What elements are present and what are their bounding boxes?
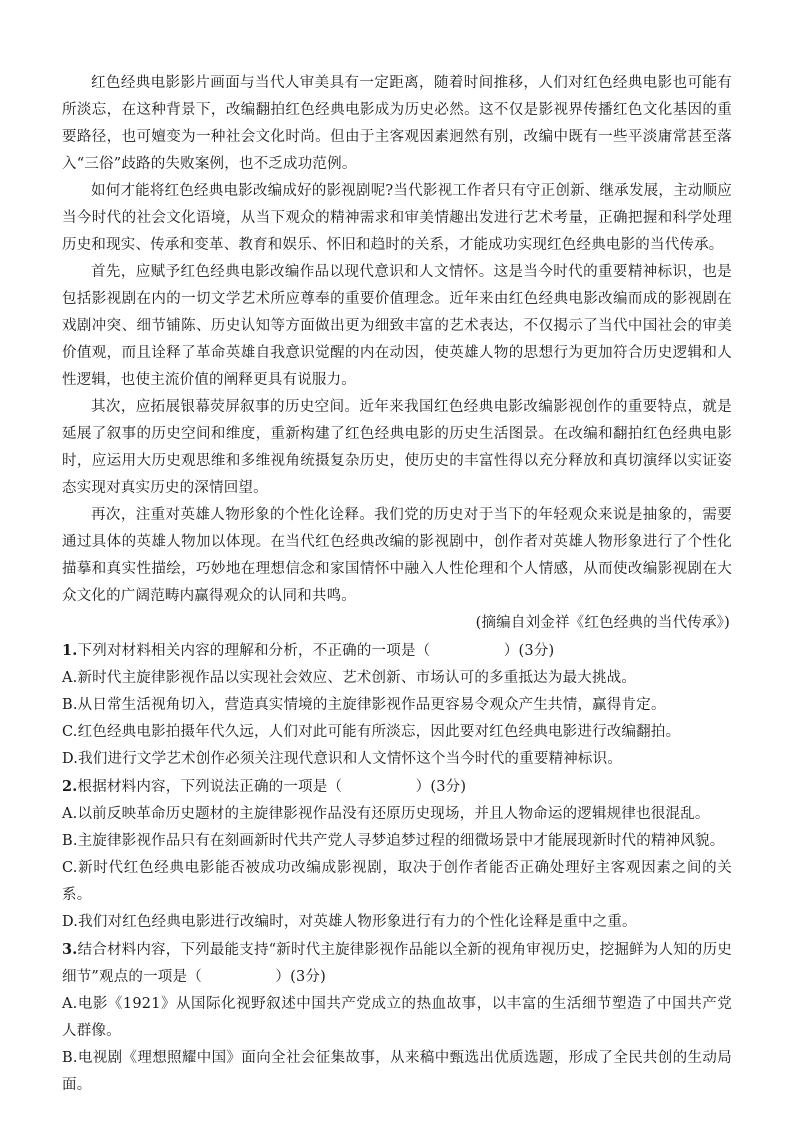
passage-paragraph-1: 红色经典电影影片画面与当代人审美具有一定距离，随着时间推移，人们对红色经典电影也可能有所淡忘，在这种背景下，改编翻拍红色经典电影成为历史必然。这不仅是影视界传播红色文化基因的重要路径，也可嬗变为一种社会文化时尚。但由于主客观因素迥然有别，改编中既有一些平淡庸常甚至落入“三俗”歧路的失败案例，也不乏成功范例。 xyxy=(62,75,732,172)
question-3-stem xyxy=(62,936,732,991)
question-1-option-d: D.我们进行文学艺术创作必须关注现代意识和人文情怀这个当今时代的重要精神标识。 xyxy=(62,751,623,767)
passage-paragraph-5: 再次，注重对英雄人物形象的个性化诠释。我们党的历史对于当下的年轻观众来说是抽象的，需要通过具体的英雄人物加以体现。在当代红色经典改编的影视剧中，创作者对英雄人物形象进行了个性化描摹和真实性描绘，巧妙地在理想信念和家国情怀中融入人性伦理和个人情感，从而使改编影视剧在大众文化的广阔范畴内赢得观众的认同和共鸣。 xyxy=(62,507,732,604)
question-2-option-a: A.以前反映革命历史题材的主旋律影视作品没有还原历史现场，并且人物命运的逻辑规律也很混乱。 xyxy=(62,806,710,822)
question-number: 1. xyxy=(62,642,78,659)
question-text: 根据材料内容，下列说法正确的一项是（ ）(3分) xyxy=(77,779,467,795)
question-1-stem xyxy=(62,637,732,665)
question-1-option-a: A.新时代主旋律影视作品以实现社会效应、艺术创新、市场认可的多重抵达为最大挑战。 xyxy=(62,670,637,686)
passage-paragraph-2: 如何才能将红色经典电影改编成好的影视剧呢?当代影视工作者只有守正创新、继承发展，主动顺应当今时代的社会文化语境，从当下观众的精神需求和审美情趣出发进行艺术考量，正确把握和科学处理历史和现实、传承和变革、教育和娱乐、怀旧和趋时的关系，才能成功实现红色经典电影的当代传承。 xyxy=(62,183,732,253)
question-3-option-a: A.电影《1921》从国际化视野叙述中国共产党成立的热血故事，以丰富的生活细节塑造了中国共产党人群像。 xyxy=(62,996,732,1039)
question-text: 下列对材料相关内容的理解和分析，不正确的一项是（ ）(3分) xyxy=(77,643,555,659)
page-content xyxy=(62,70,732,1099)
question-number: 3. xyxy=(62,941,78,958)
question-3-option-b: B.电视剧《理想照耀中国》面向全社会征集故事，从来稿中甄选出优质选题，形成了全民共创的生动局面。 xyxy=(62,1050,732,1093)
question-2-option-d: D.我们对红色经典电影进行改编时，对英雄人物形象进行有力的个性化诠释是重中之重。 xyxy=(62,914,637,930)
question-2-option-b: B.主旋律影视作品只有在刻画新时代共产党人寻梦追梦过程的细微场景中才能展现新时代的精神风貌。 xyxy=(62,833,725,849)
question-2-option-c: C.新时代红色经典电影能否被成功改编成影视剧，取决于创作者能否正确处理好主客观因素之间的关系。 xyxy=(62,860,732,903)
passage-paragraph-4: 其次，应拓展银幕荧屏叙事的历史空间。近年来我国红色经典电影改编影视创作的重要特点，就是延展了叙事的历史空间和维度，重新构建了红色经典电影的历史生活图景。在改编和翻拍红色经典电影时，应运用大历史观思维和多维视角统摄复杂历史，使历史的丰富性得以充分释放和真切演绎以实证姿态实现对真实历史的深情回望。 xyxy=(62,399,732,496)
question-2-stem xyxy=(62,773,732,801)
question-2 xyxy=(62,773,732,936)
question-3 xyxy=(62,936,732,1099)
question-text: 结合材料内容，下列最能支持“新时代主旋律影视作品能以全新的视角审视历史，挖掘鲜为人知的历史细节”观点的一项是（ ）(3分) xyxy=(62,942,732,985)
passage-paragraph-3: 首先，应赋予红色经典电影改编作品以现代意识和人文情怀。这是当今时代的重要精神标识，也是包括影视剧在内的一切文学艺术所应尊奉的重要价值理念。近年来由红色经典电影改编而成的影视剧在戏剧冲突、细节铺陈、历史认知等方面做出更为细致丰富的艺术表达，不仅揭示了当代中国社会的审美价值观，而且诠释了革命英雄自我意识觉醒的内在动因，使英雄人物的思想行为更加符合历史逻辑和人性逻辑，也使主流价值的阐释更具有说服力。 xyxy=(62,264,732,388)
question-number: 2. xyxy=(62,778,78,795)
question-1-option-c: C.红色经典电影拍摄年代久远，人们对此可能有所淡忘，因此要对红色经典电影进行改编翻拍。 xyxy=(62,724,681,740)
question-1 xyxy=(62,637,732,773)
passage-source: (摘编自刘金祥《红色经典的当代传承》) xyxy=(475,615,730,631)
question-1-option-b: B.从日常生活视角切入，营造真实情境的主旋律影视作品更容易令观众产生共情，赢得肯定。 xyxy=(62,697,666,713)
